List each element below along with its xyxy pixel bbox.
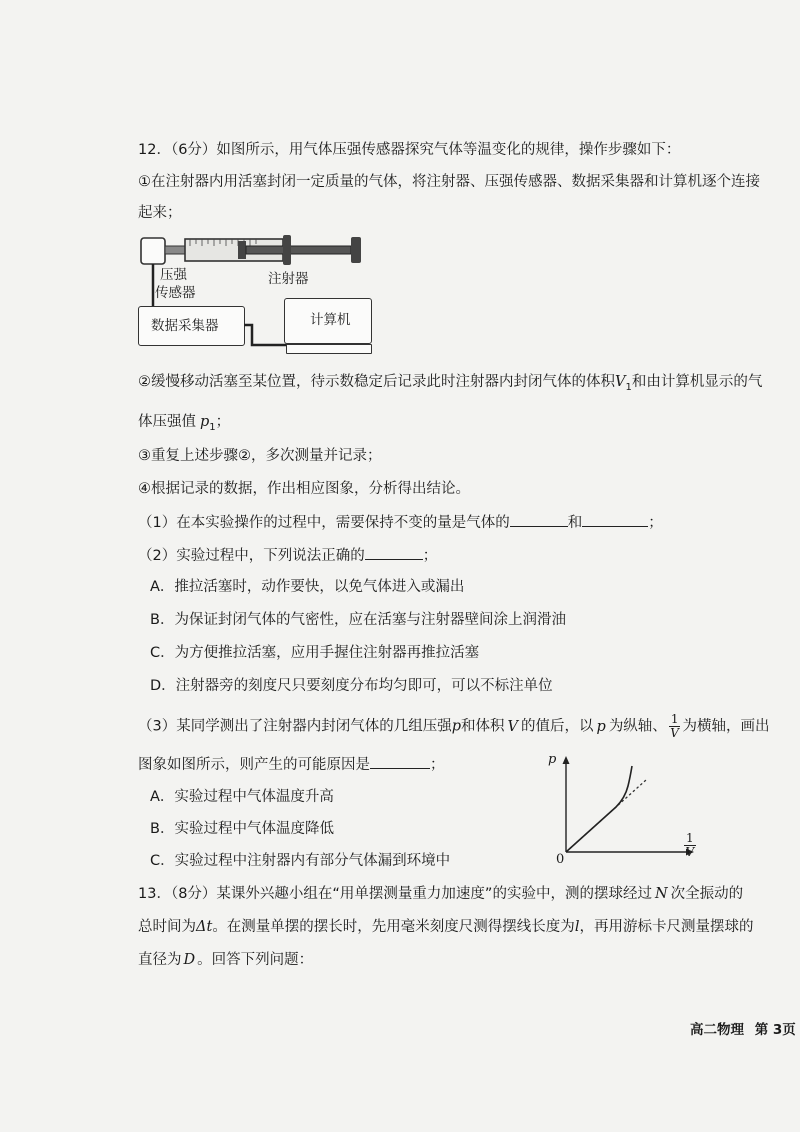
q13-line3 <box>138 950 313 970</box>
q13-text-d: 。在测量单摆的摆长时，先用毫米刻度尺测得摆线长度为 <box>212 919 575 935</box>
computer-monitor <box>284 298 372 344</box>
computer-label: 计算机 <box>310 312 351 328</box>
sub3-frac-den: V <box>670 726 679 740</box>
step2-text-a: ②缓慢移动活塞至某位置，待示数稳定后记录此时注射器内封闭气体的体积 <box>138 374 615 390</box>
sub3-blank[interactable] <box>370 754 430 769</box>
sub3-option-b: B．实验过程中气体温度降低 <box>150 821 334 837</box>
step2-var-v-sub: 1 <box>625 381 632 393</box>
graph-y-label: p <box>548 752 557 767</box>
q13-line2 <box>138 917 753 937</box>
step2-var-v: V <box>615 374 626 390</box>
sub1-blank-1[interactable] <box>510 512 568 527</box>
sub3-fraction <box>669 713 681 740</box>
q12-sub1 <box>138 512 663 533</box>
q12-step2-line1 <box>138 372 762 398</box>
syringe-label: 注射器 <box>268 271 309 287</box>
piston <box>238 241 246 259</box>
footer-page-number: 第 3页 <box>754 1022 796 1038</box>
q13-text-b: 次全振动的 <box>670 886 744 902</box>
sub3-text-a: （3）某同学测出了注射器内封闭气体的几组压强 <box>138 718 452 735</box>
sub2-option-b: B．为保证封闭气体的气密性，应在活塞与注射器壁间涂上润滑油 <box>150 612 566 628</box>
graph-x-label <box>684 832 696 859</box>
q13-text-c: 总时间为 <box>138 919 196 935</box>
sub1-text-a: （1）在本实验操作的过程中，需要保持不变的量是气体的 <box>138 515 510 531</box>
sub3-text-e: 为横轴，画出 <box>682 718 770 735</box>
q12-sub3-line2 <box>138 754 445 775</box>
step2-text-d: ； <box>215 414 231 430</box>
sub1-blank-2[interactable] <box>582 512 648 527</box>
sub2-blank[interactable] <box>365 545 423 560</box>
q12-sub3-line1 <box>138 713 769 740</box>
sub3-var-p2: p <box>596 718 606 735</box>
sub2-option-c: C．为方便推拉活塞，应用手握住注射器再推拉活塞 <box>150 645 480 661</box>
q12-step2-line2 <box>138 412 230 438</box>
q13-text-e: ，再用游标卡尺测量摆球的 <box>579 919 754 935</box>
q13-line1 <box>138 884 743 904</box>
graph-x-label-den: V <box>685 845 695 859</box>
computer-keyboard <box>286 344 372 354</box>
q12-step3: ③重复上述步骤②，多次测量并记录； <box>138 448 382 464</box>
sub3-text-g: ； <box>430 757 445 773</box>
sub1-text-b: 和 <box>567 515 583 531</box>
q13-text-g: 。回答下列问题： <box>197 952 314 968</box>
step2-text-c: 体压强值 <box>138 414 196 430</box>
q13-var-d: D <box>183 952 196 968</box>
barrel-flange <box>283 235 291 265</box>
sub1-text-c: ； <box>648 515 663 531</box>
sub3-option-a: A．实验过程中气体温度升高 <box>150 789 334 805</box>
sub2-option-d: D．注射器旁的刻度尺只要刻度分布均匀即可，可以不标注单位 <box>150 678 553 694</box>
step2-var-p: p <box>200 414 210 430</box>
sub3-text-b: 和体积 <box>461 718 505 735</box>
sensor-label-2: 传感器 <box>155 285 196 301</box>
q13-text-f: 直径为 <box>138 952 182 968</box>
graph-curve <box>566 766 632 852</box>
q12-step1-line2: 起来； <box>138 205 182 221</box>
graph-x-label-num: 1 <box>686 831 694 845</box>
sub2-text-a: （2）实验过程中，下列说法正确的 <box>138 548 365 564</box>
sub3-text-c: 的值后，以 <box>521 718 594 735</box>
data-collector-box <box>138 306 245 346</box>
page-footer <box>690 1018 796 1038</box>
sub3-frac-num: 1 <box>670 712 679 726</box>
q13-text-a: 13．（8分）某课外兴趣小组在“用单摆测量重力加速度”的实验中，测的摆球经过 <box>138 886 652 902</box>
q12-header: 12．（6分）如图所示，用气体压强传感器探究气体等温变化的规律，操作步骤如下： <box>138 142 681 158</box>
step2-var-p-sub: 1 <box>209 421 216 433</box>
sub2-text-b: ； <box>422 548 438 564</box>
sub3-var-p: p <box>451 718 462 735</box>
footer-subject: 高二物理 <box>690 1022 744 1038</box>
graph-origin-label: 0 <box>556 852 565 867</box>
sub2-option-a: A．推拉活塞时，动作要快，以免气体进入或漏出 <box>150 579 465 595</box>
sensor-label-1: 压强 <box>160 267 187 283</box>
q12-step1-line1: ①在注射器内用活塞封闭一定质量的气体，将注射器、压强传感器、数据采集器和计算机逐个连接 <box>138 174 760 190</box>
q13-var-l: l <box>574 919 580 935</box>
sensor-connector <box>165 246 185 254</box>
plunger-rod <box>246 246 351 254</box>
plunger-end <box>351 237 361 263</box>
sub3-text-d: 为纵轴、 <box>608 718 667 735</box>
q12-step4: ④根据记录的数据，作出相应图象，分析得出结论。 <box>138 481 470 497</box>
sub3-var-v: V <box>507 718 519 735</box>
collector-label: 数据采集器 <box>151 318 219 334</box>
q12-sub2 <box>138 545 437 566</box>
graph-y-arrow <box>563 756 570 764</box>
q13-var-dt: Δt <box>196 919 213 935</box>
q13-var-n: N <box>654 886 668 902</box>
sub3-text-f: 图象如图所示，则产生的可能原因是 <box>138 757 370 773</box>
sub3-option-c: C．实验过程中注射器内有部分气体漏到环境中 <box>150 853 451 869</box>
step2-text-b: 和由计算机显示的气 <box>631 374 763 390</box>
pressure-sensor-box <box>141 238 165 264</box>
